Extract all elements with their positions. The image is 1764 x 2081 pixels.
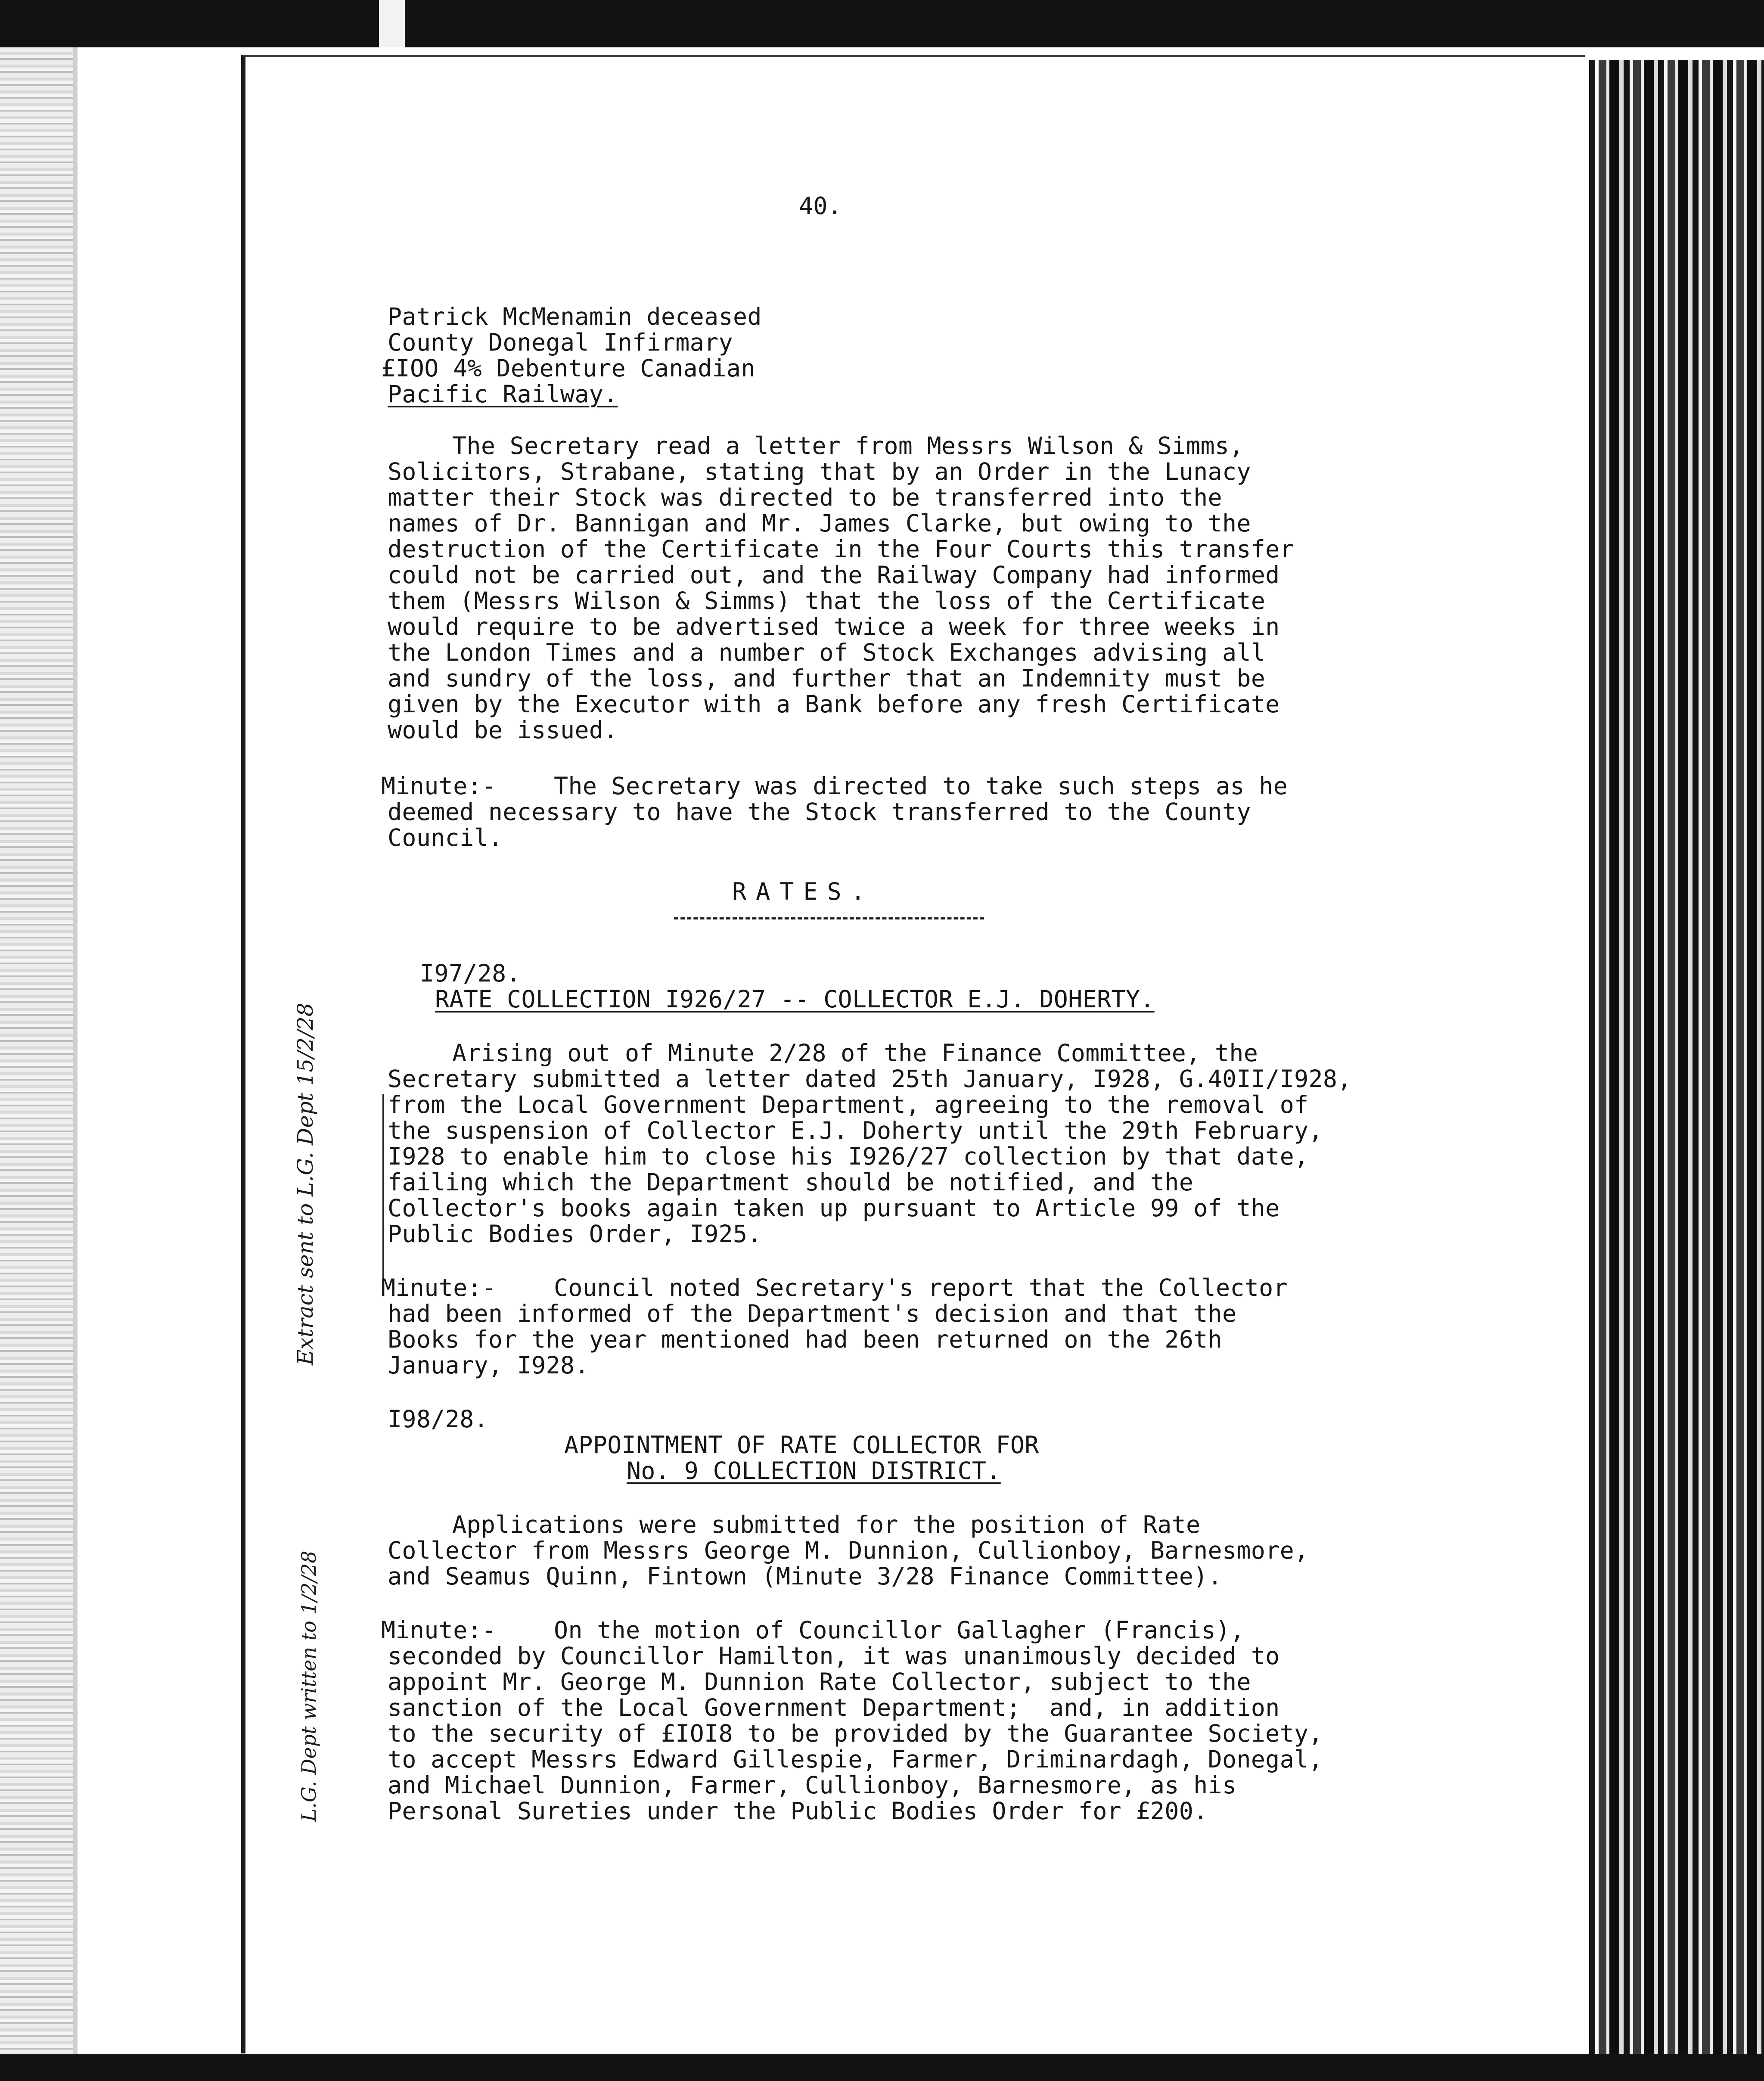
item-title: RATE COLLECTION I926/27 -- COLLECTOR E.J. DOHERTY.: [435, 985, 1155, 1013]
item-number: I98/28.: [388, 1405, 488, 1433]
section-heading-rates: RATES.: [732, 878, 875, 905]
heading-line: Patrick McMenamin deceased: [388, 303, 762, 330]
handwritten-margin-note: Extract sent to L.G. Dept 15/2/28: [293, 1003, 318, 1365]
minute-line: had been informed of the Department's decision and that the: [388, 1300, 1237, 1327]
heading-line-underlined: Pacific Railway.: [388, 380, 618, 408]
page-number: 40.: [799, 192, 842, 220]
heading-line: £IOO 4% Debenture Canadian: [381, 354, 755, 382]
minute-line: seconded by Councillor Hamilton, it was unanimously decided to: [388, 1642, 1280, 1670]
minute-line: appoint Mr. George M. Dunnion Rate Collector, subject to the: [388, 1668, 1251, 1696]
minute-line: Minute:- On the motion of Councillor Gallagher (Francis),: [381, 1616, 1245, 1644]
paragraph-line: and sundry of the loss, and further that an Indemnity must be: [388, 665, 1266, 692]
item-title-line: APPOINTMENT OF RATE COLLECTOR FOR: [564, 1431, 1039, 1459]
item-body-line: Arising out of Minute 2/28 of the Finance Committee, the: [452, 1039, 1258, 1067]
minute-line: Books for the year mentioned had been returned on the 26th: [388, 1326, 1222, 1353]
item-number: I97/28.: [420, 960, 521, 987]
item-body-line: Collector's books again taken up pursuant to Article 99 of the: [388, 1194, 1280, 1222]
paragraph-line: Solicitors, Strabane, stating that by an Order in the Lunacy: [388, 458, 1251, 485]
paragraph-line: matter their Stock was directed to be transferred into the: [388, 484, 1222, 511]
item-body-line: and Seamus Quinn, Fintown (Minute 3/28 Finance Committee).: [388, 1562, 1222, 1590]
item-body-line: Secretary submitted a letter dated 25th January, I928, G.40II/I928,: [388, 1065, 1352, 1093]
minute-line: to the security of £IOI8 to be provided by the Guarantee Society,: [388, 1720, 1323, 1747]
paragraph-line: destruction of the Certificate in the Four Courts this transfer: [388, 535, 1295, 563]
minute-line: Minute:- Council noted Secretary's report that the Collector: [381, 1274, 1288, 1301]
item-body-line: failing which the Department should be notified, and the: [388, 1168, 1194, 1196]
scan-page-stack-edge: [1589, 60, 1764, 2081]
minute-line: Council.: [388, 824, 503, 851]
minute-line: Minute:- The Secretary was directed to take such steps as he: [381, 772, 1288, 800]
item-body-line: I928 to enable him to close his I926/27 collection by that date,: [388, 1143, 1309, 1170]
item-body-line: Public Bodies Order, I925.: [388, 1220, 762, 1248]
minute-line: January, I928.: [388, 1351, 589, 1379]
item-title-line-underlined: No. 9 COLLECTION DISTRICT.: [627, 1457, 1001, 1485]
scan-top-border: [0, 0, 1764, 47]
scan-left-edge: [0, 0, 73, 2081]
paragraph-line: them (Messrs Wilson & Simms) that the loss of the Certificate: [388, 587, 1266, 615]
paragraph-line: given by the Executor with a Bank before any fresh Certificate: [388, 690, 1280, 718]
margin-bracket: [382, 1094, 384, 1283]
binding-ribbon: [379, 0, 405, 47]
item-body-line: Applications were submitted for the position of Rate: [452, 1511, 1201, 1538]
paragraph-line: The Secretary read a letter from Messrs Wilson & Simms,: [452, 432, 1244, 460]
handwritten-margin-note: L.G. Dept written to 1/2/28: [297, 1550, 320, 1822]
minute-line: deemed necessary to have the Stock transferred to the County: [388, 798, 1251, 826]
heading-line: County Donegal Infirmary: [388, 329, 733, 356]
item-body-line: the suspension of Collector E.J. Doherty until the 29th February,: [388, 1117, 1323, 1144]
minute-line: to accept Messrs Edward Gillespie, Farmer, Driminardagh, Donegal,: [388, 1746, 1323, 1773]
paragraph-line: would require to be advertised twice a week for three weeks in: [388, 613, 1280, 640]
scan-bottom-border: [0, 2054, 1764, 2081]
paragraph-line: could not be carried out, and the Railway Company had informed: [388, 561, 1280, 589]
paragraph-line: the London Times and a number of Stock Exchanges advising all: [388, 639, 1266, 666]
paragraph-line: names of Dr. Bannigan and Mr. James Clarke, but owing to the: [388, 509, 1251, 537]
section-heading-rule: [674, 917, 984, 919]
item-body-line: Collector from Messrs George M. Dunnion, Cullionboy, Barnesmore,: [388, 1537, 1309, 1564]
paragraph-line: would be issued.: [388, 716, 618, 744]
scan-left-shadow: [73, 0, 78, 2081]
minute-line: Personal Sureties under the Public Bodies Order for £200.: [388, 1797, 1208, 1825]
minute-line: sanction of the Local Government Department; and, in addition: [388, 1694, 1280, 1721]
item-body-line: from the Local Government Department, agreeing to the removal of: [388, 1091, 1309, 1118]
minute-line: and Michael Dunnion, Farmer, Cullionboy, Barnesmore, as his: [388, 1771, 1237, 1799]
